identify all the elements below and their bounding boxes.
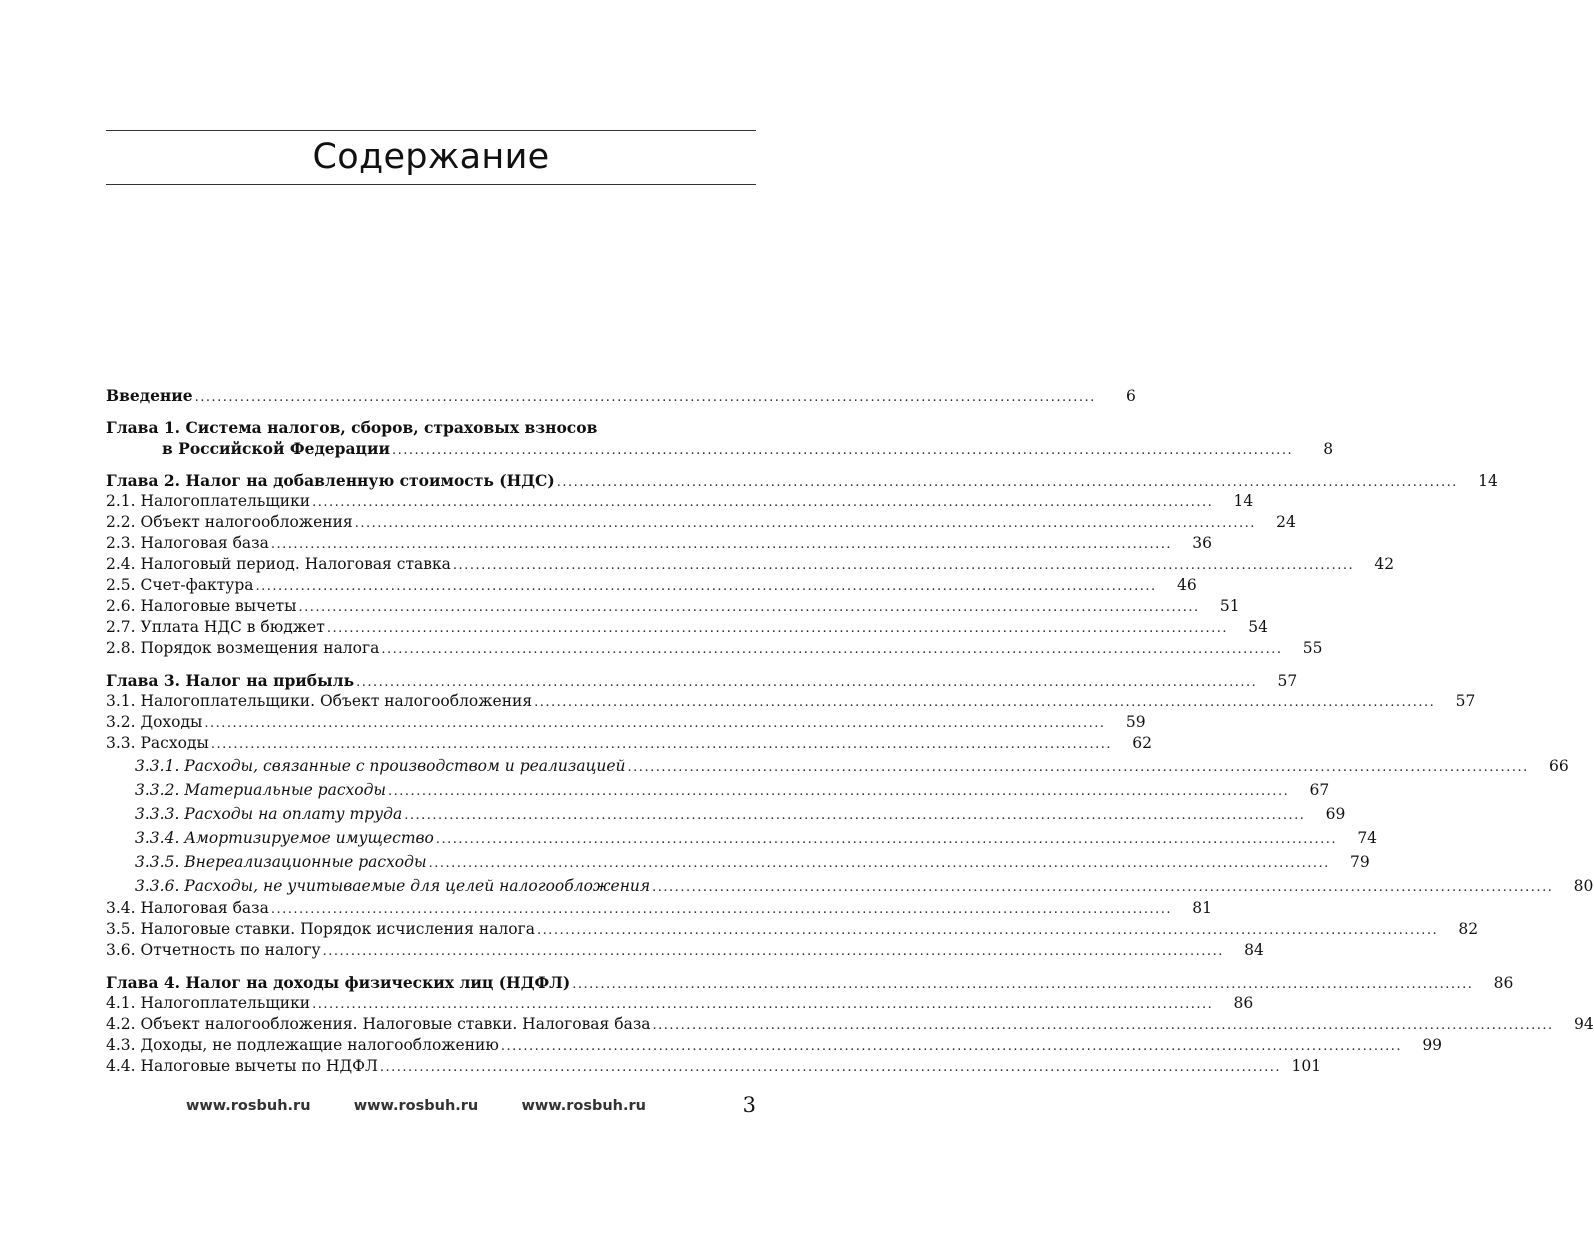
toc-entry[interactable]	[106, 554, 1395, 575]
dot-leader: ................................................................................................................................................................	[435, 832, 1338, 847]
toc-entry-text: в Российской Федерации	[162, 439, 390, 458]
dot-leader: ................................................................................................................................................................	[388, 784, 1290, 799]
toc-entry-page: 101	[1291, 1057, 1322, 1075]
dot-leader: ................................................................................................................................................................	[298, 600, 1200, 615]
title-rule-bottom	[106, 184, 756, 185]
toc-entry-text: Глава 1. Система налогов, сборов, страховых взносов	[106, 418, 598, 437]
toc-entry-page: 94	[1573, 1015, 1594, 1033]
toc-entry-text: Глава 2. Налог на добавленную стоимость (НДС)	[106, 471, 555, 490]
dot-leader: ................................................................................................................................................................	[428, 856, 1330, 871]
toc-entry-text: Глава 3. Налог на прибыль	[106, 671, 355, 690]
toc-entry[interactable]	[106, 617, 1268, 638]
toc-entry-text: 3.3. Расходы	[106, 734, 209, 752]
toc-entry-chapter-1-line1[interactable]	[106, 417, 756, 438]
toc-subentry[interactable]	[106, 826, 1378, 850]
toc-entry-text: 2.7. Уплата НДС в бюджет	[106, 618, 325, 636]
toc-entry-text: 3.3.5. Внереализационные расходы	[135, 853, 427, 871]
dot-leader: ................................................................................................................................................................	[312, 495, 1214, 510]
toc-entry-chapter-3[interactable]	[106, 670, 1298, 691]
toc-subentry[interactable]	[106, 754, 1569, 778]
toc-entry-page: 82	[1458, 920, 1479, 938]
toc-entry-text: 3.3.1. Расходы, связанные с производством и реализацией	[135, 757, 626, 775]
toc-entry[interactable]	[106, 1056, 1322, 1077]
toc-entry-page: 54	[1248, 618, 1268, 636]
toc-entry-page: 84	[1244, 941, 1264, 959]
toc-entry[interactable]	[106, 993, 1254, 1014]
dot-leader: ................................................................................................................................................................	[322, 944, 1224, 959]
toc-entry-text: Введение	[106, 386, 193, 405]
toc-entry-text: 2.6. Налоговые вычеты	[106, 597, 297, 615]
toc-entry-text: 3.3.6. Расходы, не учитываемые для целей налогообложения	[135, 877, 651, 895]
toc-entry-page: 86	[1493, 974, 1514, 992]
toc-entry-page: 59	[1125, 713, 1146, 731]
toc-entry-text: 2.1. Налогоплательщики	[106, 492, 311, 510]
page-title: Содержание	[312, 137, 550, 177]
dot-leader: ................................................................................................................................................................	[534, 695, 1436, 710]
toc-entry-text: 3.3.2. Материальные расходы	[135, 781, 387, 799]
page-number: 3	[742, 1093, 756, 1117]
toc-entry-text: 4.3. Доходы, не подлежащие налогообложению	[106, 1036, 499, 1054]
toc-entry-page: 66	[1548, 757, 1569, 775]
dot-leader: ................................................................................................................................................................	[255, 579, 1157, 594]
footer-website-link[interactable]: www.rosbuh.ru	[521, 1098, 646, 1114]
toc-entry[interactable]	[106, 1035, 1443, 1056]
toc-entry-page: 55	[1302, 639, 1323, 657]
toc-entry-page: 99	[1422, 1036, 1443, 1054]
toc-entry-text: 3.1. Налогоплательщики. Объект налогообложения	[106, 692, 533, 710]
toc-entry-text: 3.2. Доходы	[106, 713, 203, 731]
dot-leader: ................................................................................................................................................................	[326, 621, 1228, 636]
toc-entry-page: 6	[1125, 387, 1136, 405]
toc-entry-chapter-2[interactable]	[106, 470, 1498, 491]
toc-entry-page: 81	[1192, 899, 1213, 917]
toc-entry-chapter-4[interactable]	[106, 972, 1514, 993]
toc-entry-intro[interactable]	[106, 385, 1136, 406]
toc-entry[interactable]	[106, 712, 1146, 733]
toc-entry-page: 42	[1374, 555, 1395, 573]
dot-leader: ................................................................................................................................................................	[210, 737, 1112, 752]
dot-leader: ................................................................................................................................................................	[204, 716, 1106, 731]
title-rule-top	[106, 130, 756, 131]
page-footer	[106, 1094, 756, 1118]
toc-entry-text: 2.8. Порядок возмещения налога	[106, 639, 380, 657]
toc-entry-page: 86	[1233, 994, 1254, 1012]
toc-entry[interactable]	[106, 596, 1240, 617]
toc-entry-page: 57	[1277, 672, 1298, 690]
toc-entry[interactable]	[106, 898, 1213, 919]
dot-leader: ................................................................................................................................................................	[536, 923, 1439, 938]
toc-entry-page: 80	[1573, 877, 1594, 895]
toc-entry-text: 2.5. Счет-фактура	[106, 576, 254, 594]
toc-entry-text: 4.4. Налоговые вычеты по НДФЛ	[106, 1057, 378, 1075]
toc-entry-page: 46	[1176, 576, 1197, 594]
dot-leader: ................................................................................................................................................................	[356, 675, 1258, 690]
dot-leader: ................................................................................................................................................................	[652, 880, 1554, 895]
toc-entry[interactable]	[106, 512, 1296, 533]
toc-entry-text: Глава 4. Налог на доходы физических лиц (НДФЛ)	[106, 973, 571, 992]
dot-leader: ................................................................................................................................................................	[404, 808, 1306, 823]
toc-entry[interactable]	[106, 691, 1476, 712]
toc-entry-page: 79	[1350, 853, 1370, 871]
toc-entry-text: 2.2. Объект налогообложения	[106, 513, 353, 531]
dot-leader: ................................................................................................................................................................	[354, 516, 1256, 531]
toc-entry[interactable]	[106, 919, 1479, 940]
toc-entry-page: 36	[1192, 534, 1213, 552]
toc-entry-text: 3.3.4. Амортизируемое имущество	[135, 829, 434, 847]
dot-leader: ................................................................................................................................................................	[312, 997, 1214, 1012]
toc-entry-page: 62	[1132, 734, 1152, 752]
toc-entry-page: 57	[1455, 692, 1476, 710]
toc-subentry[interactable]	[106, 850, 1370, 874]
toc-subentry[interactable]	[106, 802, 1346, 826]
table-of-contents	[106, 385, 1594, 1077]
toc-entry-chapter-1-line2[interactable]	[106, 438, 1334, 459]
dot-leader: ................................................................................................................................................................	[194, 390, 1096, 405]
toc-subentry[interactable]	[106, 874, 1594, 898]
dot-leader: ................................................................................................................................................................	[627, 760, 1529, 775]
toc-entry[interactable]	[106, 533, 1213, 554]
toc-entry-page: 24	[1276, 513, 1296, 531]
toc-subentry[interactable]	[106, 778, 1330, 802]
toc-entry-text: 4.2. Объект налогообложения. Налоговые ставки. Налоговая база	[106, 1015, 651, 1033]
dot-leader: ................................................................................................................................................................	[500, 1039, 1403, 1054]
toc-entry[interactable]	[106, 638, 1323, 659]
dot-leader: ................................................................................................................................................................	[572, 977, 1474, 992]
dot-leader: ................................................................................................................................................................	[556, 475, 1458, 490]
toc-entry-page: 74	[1357, 829, 1378, 847]
toc-entry-text: 2.3. Налоговая база	[106, 534, 269, 552]
footer-website-link[interactable]: www.rosbuh.ru	[353, 1098, 479, 1114]
toc-entry[interactable]	[106, 733, 1152, 754]
toc-entry-text: 3.5. Налоговые ставки. Порядок исчисления налога	[106, 920, 535, 938]
toc-entry-text: 2.4. Налоговый период. Налоговая ставка	[106, 555, 451, 573]
dot-leader: ................................................................................................................................................................	[270, 537, 1173, 552]
dot-leader: ................................................................................................................................................................	[391, 443, 1294, 458]
toc-entry-text: 3.6. Отчетность по налогу	[106, 941, 321, 959]
toc-entry[interactable]	[106, 1014, 1594, 1035]
toc-entry-page: 51	[1219, 597, 1240, 615]
toc-entry[interactable]	[106, 575, 1197, 596]
toc-entry-page: 67	[1309, 781, 1330, 799]
footer-website-link[interactable]: www.rosbuh.ru	[186, 1098, 311, 1114]
toc-entry-page: 69	[1325, 805, 1346, 823]
toc-entry-page: 8	[1323, 440, 1334, 458]
toc-entry-text: 3.4. Налоговая база	[106, 899, 269, 917]
toc-entry[interactable]	[106, 940, 1264, 961]
toc-entry-text: 4.1. Налогоплательщики	[106, 994, 311, 1012]
footer-links	[186, 1094, 646, 1118]
dot-leader: ................................................................................................................................................................	[381, 642, 1283, 657]
dot-leader: ................................................................................................................................................................	[452, 558, 1355, 573]
toc-entry-text: 3.3.3. Расходы на оплату труда	[135, 805, 403, 823]
toc-entry-page: 14	[1478, 472, 1498, 490]
toc-entry[interactable]	[106, 491, 1254, 512]
dot-leader: ................................................................................................................................................................	[379, 1060, 1282, 1075]
dot-leader: ................................................................................................................................................................	[652, 1018, 1554, 1033]
dot-leader: ................................................................................................................................................................	[270, 902, 1173, 917]
toc-entry-page: 14	[1233, 492, 1254, 510]
